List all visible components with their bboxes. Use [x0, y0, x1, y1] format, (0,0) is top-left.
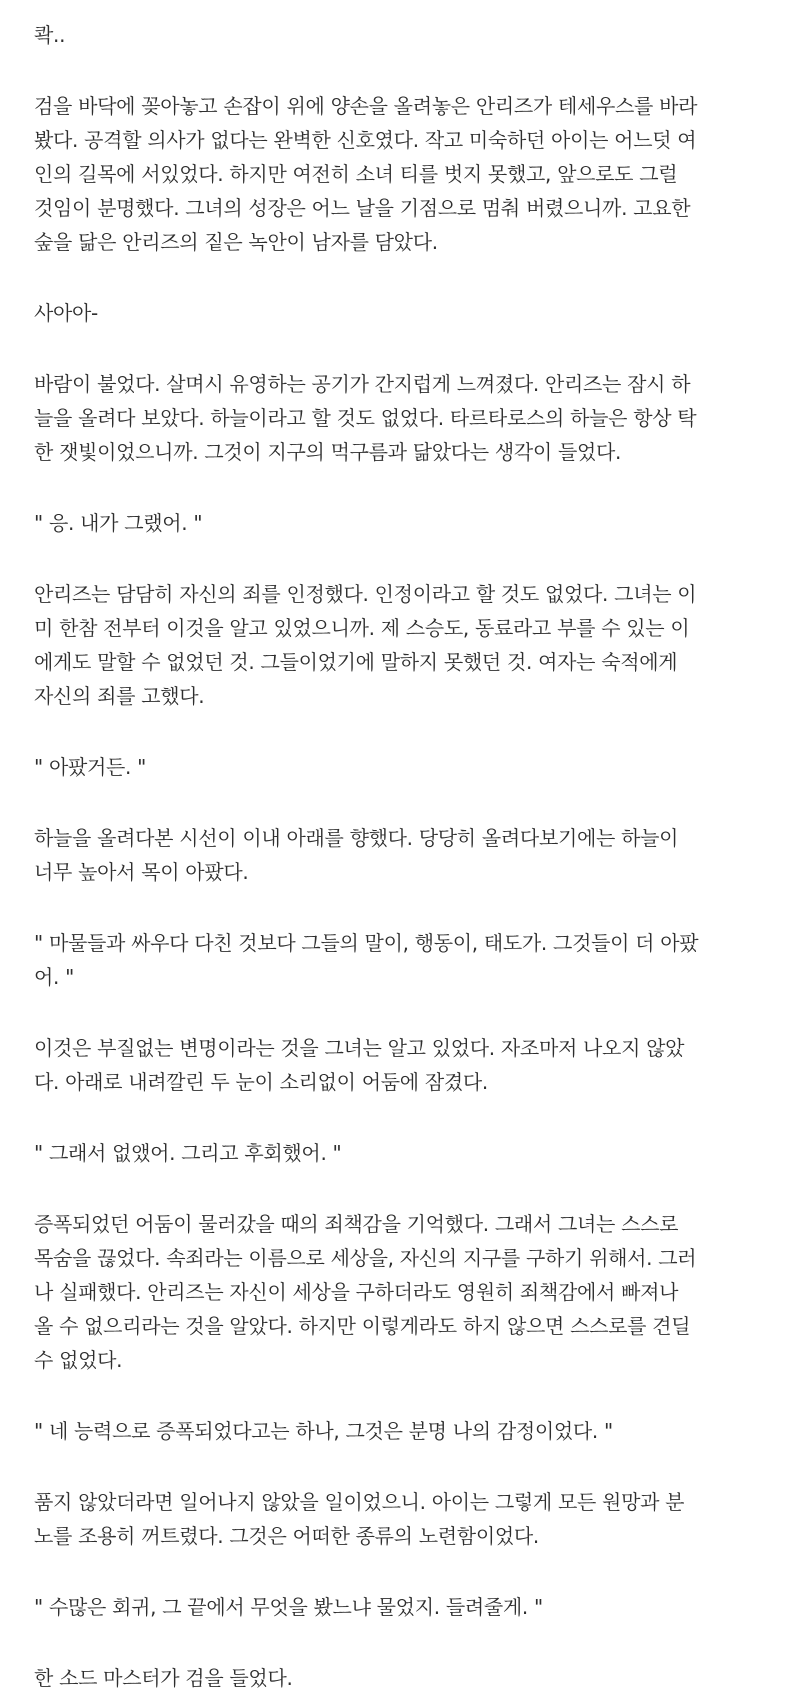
text-line: 숲을 닮은 안리즈의 짙은 녹안이 남자를 담았다. [34, 230, 438, 254]
text-line: " 수많은 회귀, 그 끝에서 무엇을 봤느냐 물었지. 들려줄게. " [34, 1595, 543, 1619]
text-line: 늘을 올려다 보았다. 하늘이라고 할 것도 없었다. 타르타로스의 하늘은 항상 탁 [34, 406, 697, 430]
text-line: 목숨을 끊었다. 속죄라는 이름으로 세상을, 자신의 지구를 구하기 위해서. 그러 [34, 1246, 697, 1270]
text-line: 바람이 불었다. 살며시 유영하는 공기가 간지럽게 느껴졌다. 안리즈는 잠시 하 [34, 372, 691, 396]
paragraph [34, 506, 784, 540]
text-line: 다. 아래로 내려깔린 두 눈이 소리없이 어둠에 잠겼다. [34, 1070, 488, 1094]
text-line: 봤다. 공격할 의사가 없다는 완벽한 신호였다. 작고 미숙하던 아이는 어느덧 여 [34, 128, 697, 152]
text-line: 한 소드 마스터가 검을 들었다. [34, 1666, 293, 1690]
text-line: " 마물들과 싸우다 다친 것보다 그들의 말이, 행동이, 태도가. 그것들이 더 아팠 [34, 931, 699, 955]
paragraph [34, 1661, 784, 1695]
text-line: 품지 않았더라면 일어나지 않았을 일이었으니. 아이는 그렇게 모든 원망과 분 [34, 1490, 685, 1514]
text-line: 검을 바닥에 꽂아놓고 손잡이 위에 양손을 올려놓은 안리즈가 테세우스를 바라 [34, 94, 698, 118]
text-line: 한 잿빛이었으니까. 그것이 지구의 먹구름과 닮았다는 생각이 들었다. [34, 440, 622, 464]
text-line: 것임이 분명했다. 그녀의 성장은 어느 날을 기점으로 멈춰 버렸으니까. 고요한 [34, 196, 691, 220]
text-line: 자신의 죄를 고했다. [34, 684, 205, 708]
text-line: 이것은 부질없는 변명이라는 것을 그녀는 알고 있었다. 자조마저 나오지 않았 [34, 1036, 685, 1060]
paragraph [34, 1136, 784, 1170]
text-line: 올 수 없으리라는 것을 알았다. 하지만 이렇게라도 하지 않으면 스스로를 견딜 [34, 1314, 691, 1338]
text-line: 미 한참 전부터 이것을 알고 있었으니까. 제 스승도, 동료라고 부를 수 있는 이 [34, 616, 690, 640]
text-line: " 네 능력으로 증폭되었다고는 하나, 그것은 분명 나의 감정이었다. " [34, 1419, 613, 1443]
paragraph [34, 750, 784, 784]
paragraph [34, 1207, 784, 1377]
text-line: 수 없었다. [34, 1348, 123, 1372]
paragraph [34, 18, 784, 52]
text-line: " 응. 내가 그랬어. " [34, 511, 203, 535]
paragraph [34, 821, 784, 889]
text-line: 나 실패했다. 안리즈는 자신이 세상을 구하더라도 영원히 죄책감에서 빠져나 [34, 1280, 679, 1304]
text-line: " 그래서 없앴어. 그리고 후회했어. " [34, 1141, 342, 1165]
paragraph [34, 577, 784, 713]
text-line: 에게도 말할 수 없었던 것. 그들이었기에 말하지 못했던 것. 여자는 숙적에게 [34, 650, 678, 674]
paragraph [34, 367, 784, 469]
text-line: " 아팠거든. " [34, 755, 147, 779]
paragraph [34, 1485, 784, 1553]
text-line: 너무 높아서 목이 아팠다. [34, 860, 249, 884]
paragraph [34, 89, 784, 259]
text-line: 노를 조용히 꺼트렸다. 그것은 어떠한 종류의 노련함이었다. [34, 1524, 539, 1548]
text-line: 안리즈는 담담히 자신의 죄를 인정했다. 인정이라고 할 것도 없었다. 그녀는 이 [34, 582, 697, 606]
paragraph [34, 1590, 784, 1624]
text-line: 증폭되었던 어둠이 물러갔을 때의 죄책감을 기억했다. 그래서 그녀는 스스로 [34, 1212, 679, 1236]
text-line: 하늘을 올려다본 시선이 이내 아래를 향했다. 당당히 올려다보기에는 하늘이 [34, 826, 679, 850]
text-line: 어. " [34, 965, 75, 989]
paragraph [34, 926, 784, 994]
paragraph [34, 1031, 784, 1099]
paragraph [34, 1414, 784, 1448]
text-line: 콱.. [34, 23, 66, 47]
text-line: 인의 길목에 서있었다. 하지만 여전히 소녀 티를 벗지 못했고, 앞으로도 그럴 [34, 162, 678, 186]
text-line: 사아아- [34, 301, 98, 325]
paragraph [34, 296, 784, 330]
